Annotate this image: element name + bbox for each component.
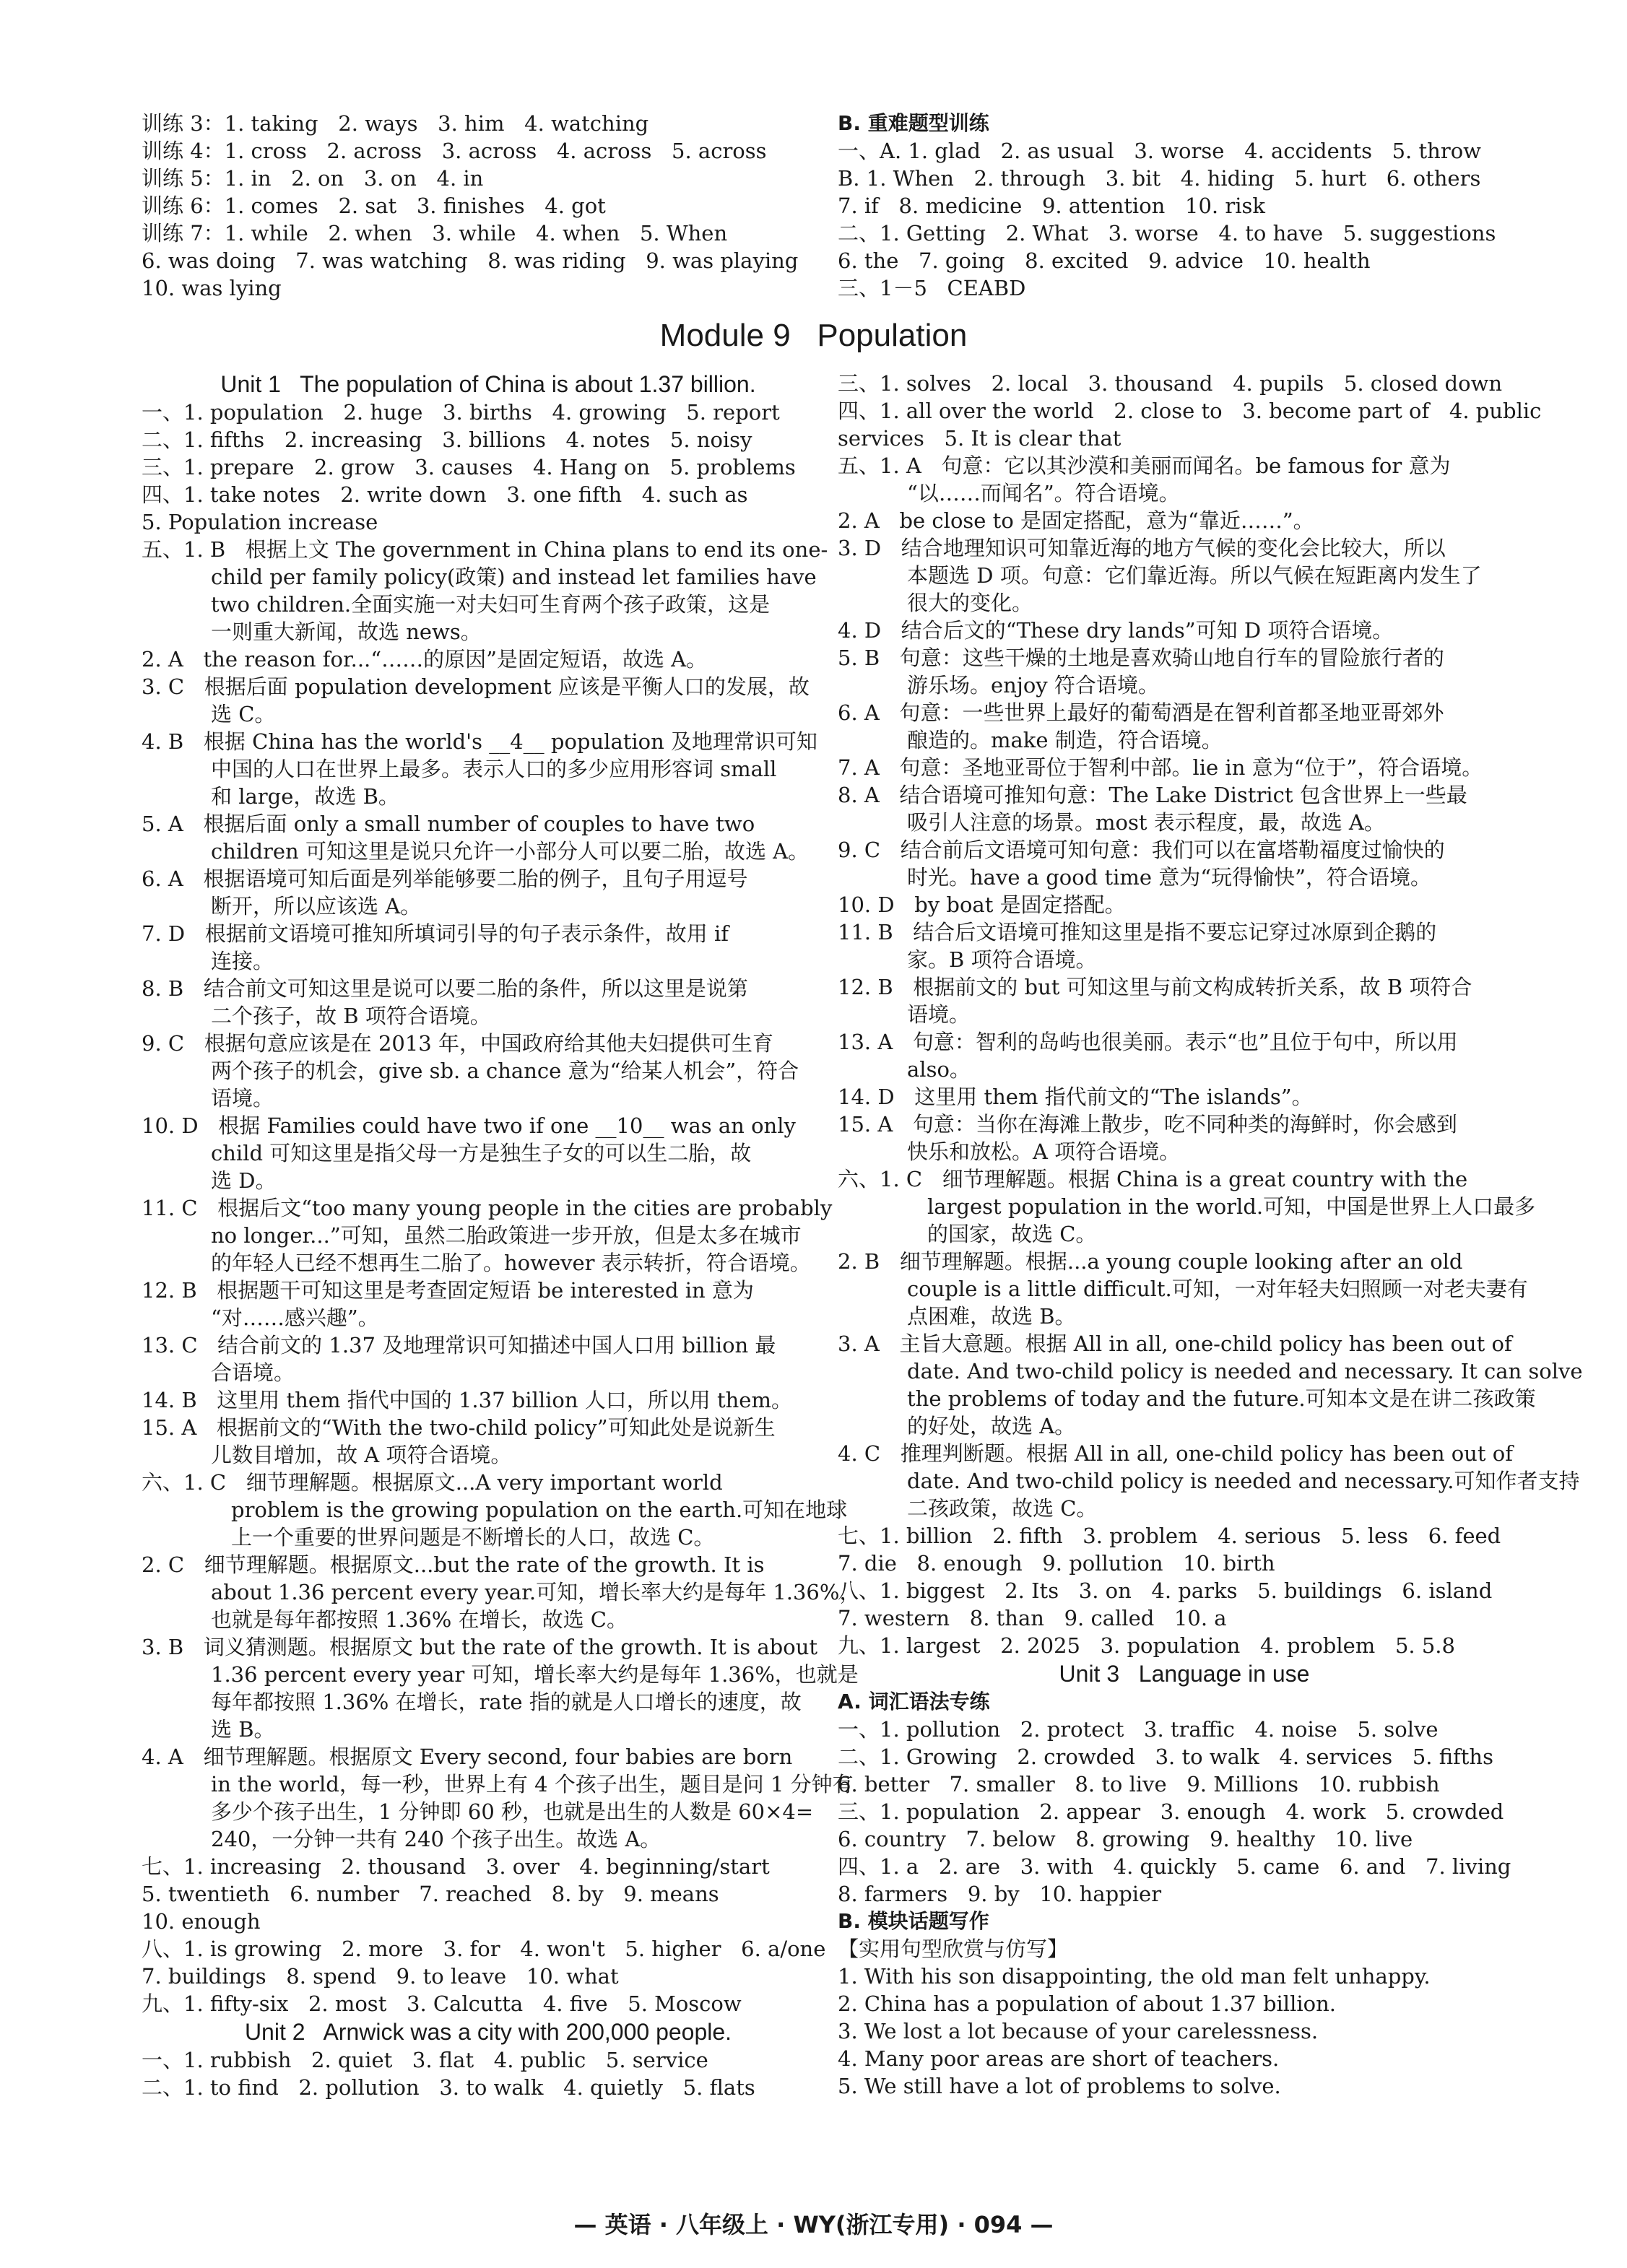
- answer-line: 吸引人注意的场景。most 表示程度，最，故选 A。: [907, 810, 1385, 835]
- answer-line: 语境。: [907, 1002, 971, 1027]
- answer-line: 4. A 细节理解题。根据原文 Every second, four babies are born: [142, 1745, 793, 1769]
- answer-line: 两个孩子的机会，give sb. a chance 意为“给某人机会”，符合: [211, 1059, 799, 1083]
- answer-line: 训练 4：1. cross 2. across 3. across 4. across 5. across: [142, 139, 767, 163]
- answer-line: 的好处，故选 A。: [907, 1414, 1076, 1438]
- top-right-answers: [838, 110, 1531, 302]
- section-heading: A. 词汇语法专练: [838, 1690, 990, 1713]
- answer-line: 一、1. population 2. huge 3. births 4. growing 5. report: [142, 400, 780, 425]
- answer-line: 3. C 根据后面 population development 应该是平衡人口的发展，故: [142, 674, 810, 699]
- answer-line: 四、1. all over the world 2. close to 3. become part of 4. public: [838, 399, 1542, 423]
- answer-line: 15. A 根据前文的“With the two-child policy”可知此处是说新生: [142, 1415, 776, 1440]
- answer-line: 五、1. B 根据上文 The government in China plans to end its one-: [142, 537, 828, 562]
- answer-line: 三、1. solves 2. local 3. thousand 4. pupils 5. closed down: [838, 371, 1503, 396]
- answer-line: “对……感兴趣”。: [211, 1305, 379, 1330]
- answer-line: date. And two-child policy is needed and necessary. It can solve: [907, 1359, 1583, 1383]
- answer-line: 4. C 推理判断题。根据 All in all, one-child policy has been out of: [838, 1441, 1513, 1466]
- answer-line: 13. A 句意：智利的岛屿也很美丽。表示“也”且位于句中，所以用: [838, 1030, 1458, 1054]
- answer-line: 2. A the reason for...“……的原因”是固定短语，故选 A。: [142, 647, 708, 672]
- answer-line: 时光。have a good time 意为“玩得愉快”，符合语境。: [907, 865, 1431, 890]
- answer-line: 6. A 句意：一些世界上最好的葡萄酒是在智利首都圣地亚哥郊外: [838, 700, 1444, 725]
- answer-line: 5. twentieth 6. number 7. reached 8. by 9. means: [142, 1882, 719, 1906]
- answer-line: 8. farmers 9. by 10. happier: [838, 1882, 1162, 1906]
- answer-line: 酿造的。make 制造，符合语境。: [907, 728, 1223, 752]
- answer-line: 240，一分钟一共有 240 个孩子出生。故选 A。: [211, 1827, 661, 1851]
- answer-line: 连接。: [211, 949, 274, 973]
- answer-line: 7. A 句意：圣地亚哥位于智利中部。lie in 意为“位于”，符合语境。: [838, 755, 1483, 780]
- answer-line: 7. D 根据前文语境可推知所填词引导的句子表示条件，故用 if: [142, 921, 729, 946]
- answer-line: 家。B 项符合语境。: [907, 947, 1097, 972]
- answer-line: 12. B 根据题干可知这里是考查固定短语 be interested in 意为: [142, 1278, 754, 1303]
- section-heading: B. 重难题型训练: [838, 111, 989, 135]
- main-right-column: [838, 370, 1583, 2100]
- answer-line: 9. C 结合前后文语境可知句意：我们可以在富塔勒福度过愉快的: [838, 838, 1445, 862]
- answer-line: 8. B 结合前文可知这里是说可以要二胎的条件，所以这里是说第: [142, 976, 748, 1001]
- answer-line: 训练 3：1. taking 2. ways 3. him 4. watching: [142, 111, 649, 136]
- answer-line: 6. better 7. smaller 8. to live 9. Millions 10. rubbish: [838, 1772, 1440, 1796]
- answer-line: 九、1. largest 2. 2025 3. population 4. problem 5. 5.8: [838, 1633, 1455, 1658]
- answer-line: 11. C 根据后文“too many young people in the cities are probably: [142, 1196, 833, 1220]
- answer-line: 选 B。: [211, 1717, 275, 1742]
- answer-line: 6. was doing 7. was watching 8. was riding 9. was playing: [142, 248, 799, 273]
- answer-line: 6. the 7. going 8. excited 9. advice 10. health: [838, 248, 1371, 273]
- answer-line: 2. B 细节理解题。根据...a young couple looking after an old: [838, 1249, 1463, 1274]
- answer-line: 5. B 句意：这些干燥的土地是喜欢骑山地自行车的冒险旅行者的: [838, 646, 1444, 670]
- answer-line: 五、1. A 句意：它以其沙漠和美丽而闻名。be famous for 意为: [838, 453, 1451, 478]
- answer-line: 也就是每年都按照 1.36% 在增长，故选 C。: [211, 1607, 628, 1632]
- answer-line: 7. buildings 8. spend 9. to leave 10. what: [142, 1964, 619, 1989]
- answer-line: 语境。: [211, 1086, 274, 1111]
- unit-heading: Unit 3 Language in use: [1059, 1661, 1310, 1687]
- answer-line: 2. China has a population of about 1.37 billion.: [838, 1991, 1336, 2016]
- answer-line: 训练 5：1. in 2. on 3. on 4. in: [142, 166, 484, 191]
- answer-line: 游乐场。enjoy 符合语境。: [907, 673, 1159, 698]
- answer-line: 很大的变化。: [907, 591, 1033, 615]
- answer-line: 本题选 D 项。句意：它们靠近海。所以气候在短距离内发生了: [907, 563, 1482, 588]
- answer-line: 8. A 结合语境可推知句意：The Lake District 包含世界上一些最: [838, 783, 1467, 807]
- answer-line: B. 1. When 2. through 3. bit 4. hiding 5. hurt 6. others: [838, 166, 1481, 191]
- answer-line: 训练 6：1. comes 2. sat 3. finishes 4. got: [142, 194, 606, 218]
- answer-line: 二个孩子，故 B 项符合语境。: [211, 1004, 491, 1028]
- module-title: Module 9 Population: [659, 318, 968, 353]
- top-left-answers: [142, 110, 835, 302]
- answer-line: 5. We still have a lot of problems to solve.: [838, 2074, 1281, 2098]
- answer-line: 7. die 8. enough 9. pollution 10. birth: [838, 1551, 1275, 1576]
- answer-line: 3. We lost a lot because of your carelessness.: [838, 2019, 1319, 2043]
- answer-line: 二、1. Growing 2. crowded 3. to walk 4. services 5. fifths: [838, 1745, 1493, 1769]
- answer-line: 2. A be close to 是固定搭配，意为“靠近……”。: [838, 508, 1314, 533]
- answer-line: 二、1. fifths 2. increasing 3. billions 4. notes 5. noisy: [142, 427, 752, 452]
- answer-line: 10. D by boat 是固定搭配。: [838, 892, 1126, 917]
- answer-line: children 可知这里是说只允许一小部分人可以要二胎，故选 A。: [211, 839, 810, 864]
- answer-line: 中国的人口在世界上最多。表示人口的多少应用形容词 small: [211, 757, 777, 781]
- answer-line: “以……而闻名”。符合语境。: [907, 481, 1180, 505]
- section-heading: B. 模块话题写作: [838, 1909, 989, 1933]
- answer-line: 四、1. take notes 2. write down 3. one fifth 4. such as: [142, 482, 748, 507]
- answer-line: 二、1. Getting 2. What 3. worse 4. to have 5. suggestions: [838, 221, 1496, 246]
- unit-heading: Unit 2 Arnwick was a city with 200,000 people.: [244, 2019, 732, 2045]
- answer-line: 6. country 7. below 8. growing 9. healthy 10. live: [838, 1827, 1413, 1851]
- answer-line: 合语境。: [211, 1360, 295, 1385]
- answer-line: 三、1. population 2. appear 3. enough 4. work 5. crowded: [838, 1799, 1504, 1824]
- answer-line: in the world，每一秒，世界上有 4 个孩子出生，题目是问 1 分钟有: [211, 1772, 854, 1796]
- answer-line: 九、1. fifty-six 2. most 3. Calcutta 4. five 5. Moscow: [142, 1991, 742, 2016]
- answer-line: 的年轻人已经不想再生二胎了。however 表示转折，符合语境。: [211, 1251, 811, 1275]
- answer-line: 每年都按照 1.36% 在增长，rate 指的就是人口增长的速度，故: [211, 1690, 802, 1714]
- answer-line: 儿数目增加，故 A 项符合语境。: [211, 1443, 512, 1467]
- answer-line: 15. A 句意：当你在海滩上散步，吃不同种类的海鲜时，你会感到: [838, 1112, 1457, 1137]
- answer-line: the problems of today and the future.可知本文是在讲二孩政策: [907, 1386, 1536, 1411]
- answer-line: 10. enough: [142, 1909, 261, 1934]
- answer-line: 5. A 根据后面 only a small number of couples to have two: [142, 812, 755, 836]
- answer-line: 七、1. increasing 2. thousand 3. over 4. beginning/start: [142, 1854, 770, 1879]
- answer-line: 14. D 这里用 them 指代前文的“The islands”。: [838, 1085, 1313, 1109]
- answer-line: 八、1. biggest 2. Its 3. on 4. parks 5. buildings 6. island: [838, 1578, 1493, 1603]
- answer-line: 4. B 根据 China has the world's __4__ population 及地理常识可知: [142, 729, 818, 754]
- unit-heading: Unit 1 The population of China is about 1.37 billion.: [220, 371, 756, 397]
- answer-line: 3. A 主旨大意题。根据 All in all, one-child policy has been out of: [838, 1331, 1512, 1356]
- answer-line: 三、1. prepare 2. grow 3. causes 4. Hang on 5. problems: [142, 455, 796, 479]
- answer-line: 七、1. billion 2. fifth 3. problem 4. serious 5. less 6. feed: [838, 1524, 1501, 1548]
- answer-line: 13. C 结合前文的 1.37 及地理常识可知描述中国人口用 billion 最: [142, 1333, 776, 1357]
- answer-line: couple is a little difficult.可知，一对年轻夫妇照顾一对老夫妻有: [907, 1277, 1528, 1301]
- answer-line: largest population in the world.可知，中国是世界上人口最多: [927, 1194, 1536, 1219]
- answer-line: 1. With his son disappointing, the old man felt unhappy.: [838, 1964, 1431, 1989]
- answer-line: 10. D 根据 Families could have two if one __10__ was an only: [142, 1113, 796, 1138]
- answer-line: 1.36 percent every year 可知，增长率大约是每年 1.36%，也就是: [211, 1662, 859, 1687]
- answer-line: 三、1－5 CEABD: [838, 276, 1026, 300]
- answer-line: 14. B 这里用 them 指代中国的 1.37 billion 人口，所以用 them。: [142, 1388, 792, 1412]
- answer-line: 7. western 8. than 9. called 10. a: [838, 1606, 1227, 1630]
- answer-line: 9. C 根据句意应该是在 2013 年，中国政府给其他夫妇提供可生育: [142, 1031, 773, 1056]
- answer-line: problem is the growing population on the earth.可知在地球: [231, 1498, 848, 1522]
- answer-line: date. And two-child policy is needed and necessary.可知作者支持: [907, 1469, 1580, 1493]
- answer-line: 4. Many poor areas are short of teachers.: [838, 2046, 1280, 2071]
- answer-line: also。: [907, 1057, 971, 1082]
- answer-line: 一、A. 1. glad 2. as usual 3. worse 4. accidents 5. throw: [838, 139, 1481, 163]
- answer-line: 一、1. pollution 2. protect 3. traffic 4. noise 5. solve: [838, 1717, 1439, 1742]
- answer-line: 一、1. rubbish 2. quiet 3. flat 4. public 5. service: [142, 2048, 708, 2072]
- answer-line: 【实用句型欣赏与仿写】: [838, 1937, 1069, 1961]
- answer-line: 断开，所以应该选 A。: [211, 894, 422, 918]
- answer-line: 7. if 8. medicine 9. attention 10. risk: [838, 194, 1265, 218]
- answer-line: 上一个重要的世界问题是不断增长的人口，故选 C。: [231, 1525, 715, 1550]
- answer-line: 10. was lying: [142, 276, 282, 300]
- answer-line: 八、1. is growing 2. more 3. for 4. won't 5. higher 6. a/one: [142, 1937, 826, 1961]
- answer-line: about 1.36 percent every year.可知，增长率大约是每年 1.36%，: [211, 1580, 861, 1604]
- answer-line: 2. C 细节理解题。根据原文...but the rate of the growth. It is: [142, 1552, 765, 1577]
- answer-line: no longer...”可知，虽然二胎政策进一步开放，但是太多在城市: [211, 1223, 802, 1248]
- answer-line: 3. B 词义猜测题。根据原文 but the rate of the growth. It is about: [142, 1635, 818, 1659]
- answer-line: 六、1. C 细节理解题。根据 China is a great country with the: [838, 1167, 1468, 1191]
- answer-line: 选 C。: [211, 702, 276, 726]
- answer-line: 4. D 结合后文的“These dry lands”可知 D 项符合语境。: [838, 618, 1394, 643]
- answer-line: 的国家，故选 C。: [927, 1222, 1097, 1246]
- answer-line: 快乐和放松。A 项符合语境。: [907, 1139, 1181, 1164]
- answer-line: 二、1. to find 2. pollution 3. to walk 4. quietly 5. flats: [142, 2075, 755, 2100]
- answer-line: 二孩政策，故选 C。: [907, 1496, 1098, 1521]
- answer-line: child 可知这里是指父母一方是独生子女的可以生二胎，故: [211, 1141, 752, 1165]
- answer-line: 训练 7：1. while 2. when 3. while 4. when 5. When: [142, 221, 728, 246]
- answer-line: child per family policy(政策) and instead let families have: [211, 565, 817, 589]
- main-left-column: [142, 370, 861, 2101]
- answer-line: 和 large，故选 B。: [211, 784, 399, 809]
- answer-line: 11. B 结合后文语境可推知这里是指不要忘记穿过冰原到企鹅的: [838, 920, 1437, 944]
- answer-line: 点困难，故选 B。: [907, 1304, 1076, 1329]
- answer-line: 四、1. a 2. are 3. with 4. quickly 5. came 6. and 7. living: [838, 1854, 1511, 1879]
- answer-line: services 5. It is clear that: [838, 426, 1121, 451]
- answer-line: 6. A 根据语境可知后面是列举能够要二胎的例子，且句子用逗号: [142, 866, 748, 891]
- answer-line: 一则重大新闻，故选 news。: [211, 620, 482, 644]
- answer-line: 选 D。: [211, 1168, 277, 1193]
- answer-line: 5. Population increase: [142, 510, 378, 534]
- answer-line: 多少个孩子出生，1 分钟即 60 秒，也就是出生的人数是 60×4=: [211, 1799, 814, 1824]
- answer-line: 六、1. C 细节理解题。根据原文...A very important world: [142, 1470, 723, 1495]
- answer-line: 3. D 结合地理知识可知靠近海的地方气候的变化会比较大，所以: [838, 536, 1446, 560]
- page-footer: — 英语 · 八年级上 · WY(浙江专用) · 094 —: [573, 2211, 1054, 2238]
- answer-line: two children.全面实施一对夫妇可生育两个孩子政策，这是: [211, 592, 771, 617]
- answer-line: 12. B 根据前文的 but 可知这里与前文构成转折关系，故 B 项符合: [838, 975, 1472, 999]
